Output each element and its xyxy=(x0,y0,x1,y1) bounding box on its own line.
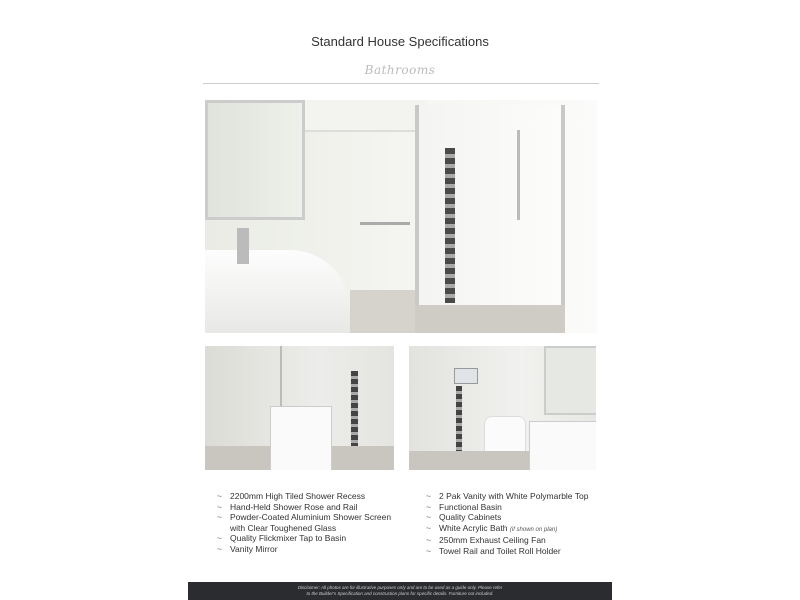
disclaimer-line-1: Disclaimer: All photos are for illustrative purposes only and are to be used as a guide only. Please refer xyxy=(297,585,503,590)
vanity-shower-photo xyxy=(205,346,394,470)
list-item: ~ Towel Rail and Toilet Roll Holder xyxy=(426,546,588,557)
list-item: ~ Quality Cabinets xyxy=(426,512,588,523)
list-item: ~ Powder-Coated Aluminium Shower Screen with Clear Toughened Glass xyxy=(217,512,400,533)
list-item: ~ 250mm Exhaust Ceiling Fan xyxy=(426,535,588,546)
list-item: ~ Functional Basin xyxy=(426,502,588,513)
disclaimer-footer xyxy=(188,582,612,600)
list-item: ~ Quality Flickmixer Tap to Basin xyxy=(217,533,400,544)
list-item-text: White Acrylic Bath xyxy=(439,522,508,533)
divider xyxy=(203,83,599,84)
features-right-list xyxy=(426,491,588,556)
list-item xyxy=(426,523,588,536)
section-subtitle: Bathrooms xyxy=(364,63,436,77)
page-title: Standard House Specifications xyxy=(311,34,489,49)
disclaimer-line-2: to the Builder's Specification and construction plans for specific details. Furniture not included. xyxy=(306,591,494,596)
bath-note: (if shown on plan) xyxy=(509,526,558,533)
toilet-vanity-photo xyxy=(409,346,596,470)
list-item: ~ 2 Pak Vanity with White Polymarble Top xyxy=(426,491,588,502)
main-bathroom-photo xyxy=(205,100,597,333)
list-item: ~ 2200mm High Tiled Shower Recess xyxy=(217,491,400,502)
list-item: ~ Hand-Held Shower Rose and Rail xyxy=(217,502,400,513)
list-item: ~ Vanity Mirror xyxy=(217,544,400,555)
features-left-list xyxy=(217,491,400,554)
